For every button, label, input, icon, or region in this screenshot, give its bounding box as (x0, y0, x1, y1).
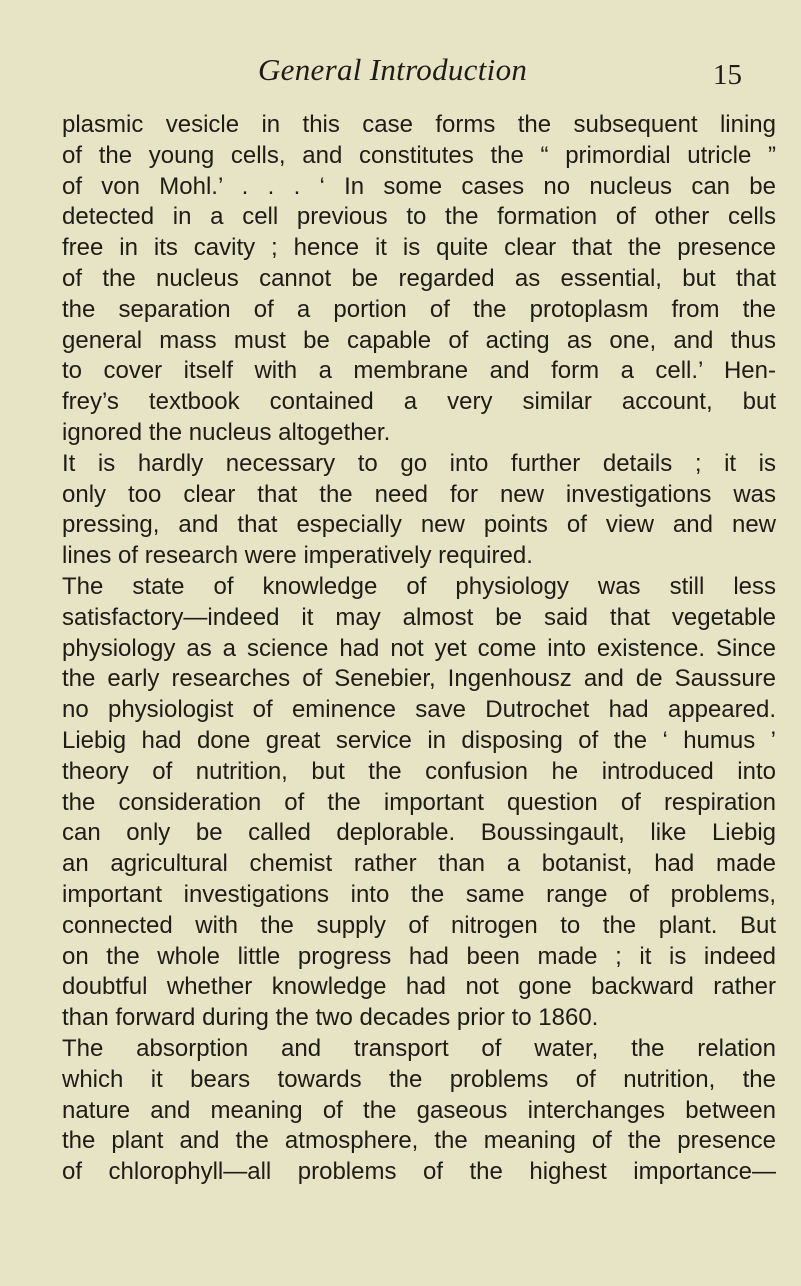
text-line: to cover itself with a membrane and form a cell.’ Hen- (62, 357, 776, 385)
text-line: The absorption and transport of water, the relation (62, 1034, 776, 1062)
text-line: connected with the supply of nitrogen to the plant. But (62, 911, 776, 939)
text-line: It is hardly necessary to go into further details ; it is (62, 449, 776, 477)
running-head (0, 52, 801, 96)
text-line: The state of knowledge of physiology was still less (62, 572, 776, 600)
running-title: General Introduction (258, 52, 528, 87)
text-line: the early researches of Senebier, Ingenhousz and de Saussure (62, 665, 776, 693)
text-line: can only be called deplorable. Boussingault, like Liebig (62, 819, 776, 847)
text-line: no physiologist of eminence save Dutrochet had appeared. (62, 696, 776, 724)
page-number: 15 (713, 59, 742, 91)
text-line: of chlorophyll—all problems of the highest importance— (62, 1158, 776, 1186)
text-line: an agricultural chemist rather than a botanist, had made (62, 850, 776, 878)
text-line: important investigations into the same range of problems, (62, 880, 776, 908)
text-line: of the young cells, and constitutes the “ primordial utricle ” (62, 141, 776, 169)
text-line: pressing, and that especially new points of view and new (62, 511, 776, 539)
text-line: lines of research were imperatively required. (62, 542, 533, 570)
text-line: of von Mohl.’ . . . ‘ In some cases no nucleus can be (62, 172, 776, 200)
text-line: detected in a cell previous to the formation of other cells (62, 203, 776, 231)
text-line: the separation of a portion of the protoplasm from the (62, 295, 776, 323)
text-line: free in its cavity ; hence it is quite clear that the presence (62, 234, 776, 262)
body-text (62, 110, 776, 1188)
text-line: nature and meaning of the gaseous interchanges between (62, 1096, 776, 1124)
text-line: which it bears towards the problems of nutrition, the (62, 1065, 776, 1093)
text-line: doubtful whether knowledge had not gone backward rather (62, 973, 776, 1001)
text-line: physiology as a science had not yet come into existence. Since (62, 634, 776, 662)
text-line: the plant and the atmosphere, the meaning of the presence (62, 1127, 776, 1155)
text-line: of the nucleus cannot be regarded as essential, but that (62, 264, 776, 292)
text-line: on the whole little progress had been made ; it is indeed (62, 942, 776, 970)
text-line: the consideration of the important question of respiration (62, 788, 776, 816)
text-line: general mass must be capable of acting as one, and thus (62, 326, 776, 354)
text-line: ignored the nucleus altogether. (62, 418, 391, 446)
text-line: frey’s textbook contained a very similar account, but (62, 388, 776, 416)
text-line: than forward during the two decades prior to 1860. (62, 1004, 599, 1032)
text-line: theory of nutrition, but the confusion he introduced into (62, 757, 776, 785)
text-line: Liebig had done great service in disposing of the ‘ humus ’ (62, 726, 776, 754)
text-line: only too clear that the need for new investigations was (62, 480, 776, 508)
text-line: satisfactory—indeed it may almost be said that vegetable (62, 603, 776, 631)
text-line: plasmic vesicle in this case forms the subsequent lining (62, 111, 776, 138)
